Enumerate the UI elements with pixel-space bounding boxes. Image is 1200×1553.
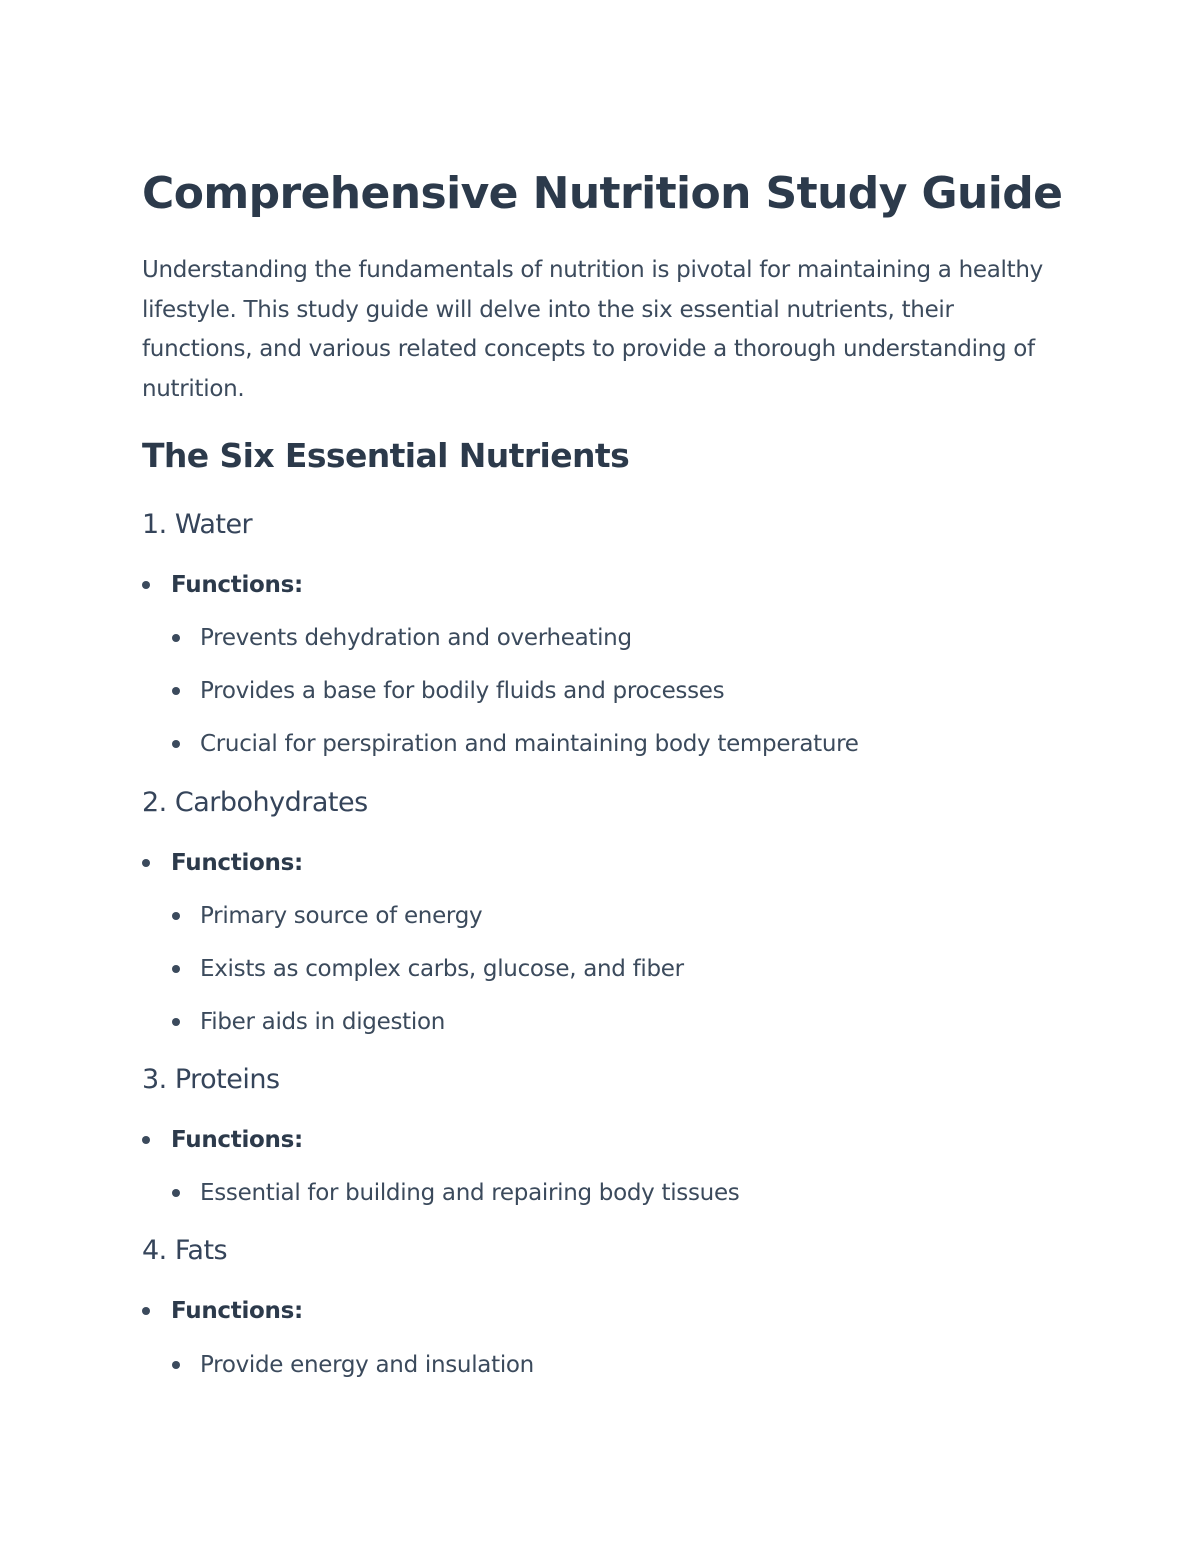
functions-label: Functions: xyxy=(171,1298,303,1324)
list-item-text: Provides a base for bodily fluids and processes xyxy=(200,678,725,704)
bullet-icon xyxy=(142,1136,150,1144)
bullet-icon xyxy=(172,634,180,642)
intro-paragraph: Understanding the fundamentals of nutrition is pivotal for maintaining a healthy lifestyle. This study guide will delve into the six essential nutrients, their functions, and various related concepts to provide a thorough understanding of nutrition. xyxy=(142,257,1043,402)
list-item-text: Primary source of energy xyxy=(200,903,483,929)
bullet-icon xyxy=(172,740,180,748)
bullet-icon xyxy=(172,687,180,695)
bullet-icon xyxy=(172,1361,180,1369)
nutrient-heading-water: 1. Water xyxy=(142,509,253,540)
list-item-text: Essential for building and repairing body tissues xyxy=(200,1180,740,1206)
nutrient-heading-carbohydrates: 2. Carbohydrates xyxy=(142,787,368,818)
functions-label: Functions: xyxy=(171,850,303,876)
list-item-text: Exists as complex carbs, glucose, and fiber xyxy=(200,956,684,982)
list-item-text: Prevents dehydration and overheating xyxy=(200,625,632,651)
bullet-icon xyxy=(172,1018,180,1026)
bullet-icon xyxy=(142,581,150,589)
functions-label: Functions: xyxy=(171,572,303,598)
nutrient-heading-proteins: 3. Proteins xyxy=(142,1064,280,1095)
list-item-text: Crucial for perspiration and maintaining body temperature xyxy=(200,731,859,757)
bullet-icon xyxy=(172,1189,180,1197)
bullet-icon xyxy=(172,965,180,973)
document-title: Comprehensive Nutrition Study Guide xyxy=(142,168,1063,219)
section-title: The Six Essential Nutrients xyxy=(142,436,630,475)
functions-label: Functions: xyxy=(171,1127,303,1153)
bullet-icon xyxy=(142,1307,150,1315)
list-item-text: Provide energy and insulation xyxy=(200,1352,534,1378)
list-item-text: Fiber aids in digestion xyxy=(200,1009,445,1035)
nutrient-heading-fats: 4. Fats xyxy=(142,1235,228,1266)
bullet-icon xyxy=(142,859,150,867)
bullet-icon xyxy=(172,912,180,920)
